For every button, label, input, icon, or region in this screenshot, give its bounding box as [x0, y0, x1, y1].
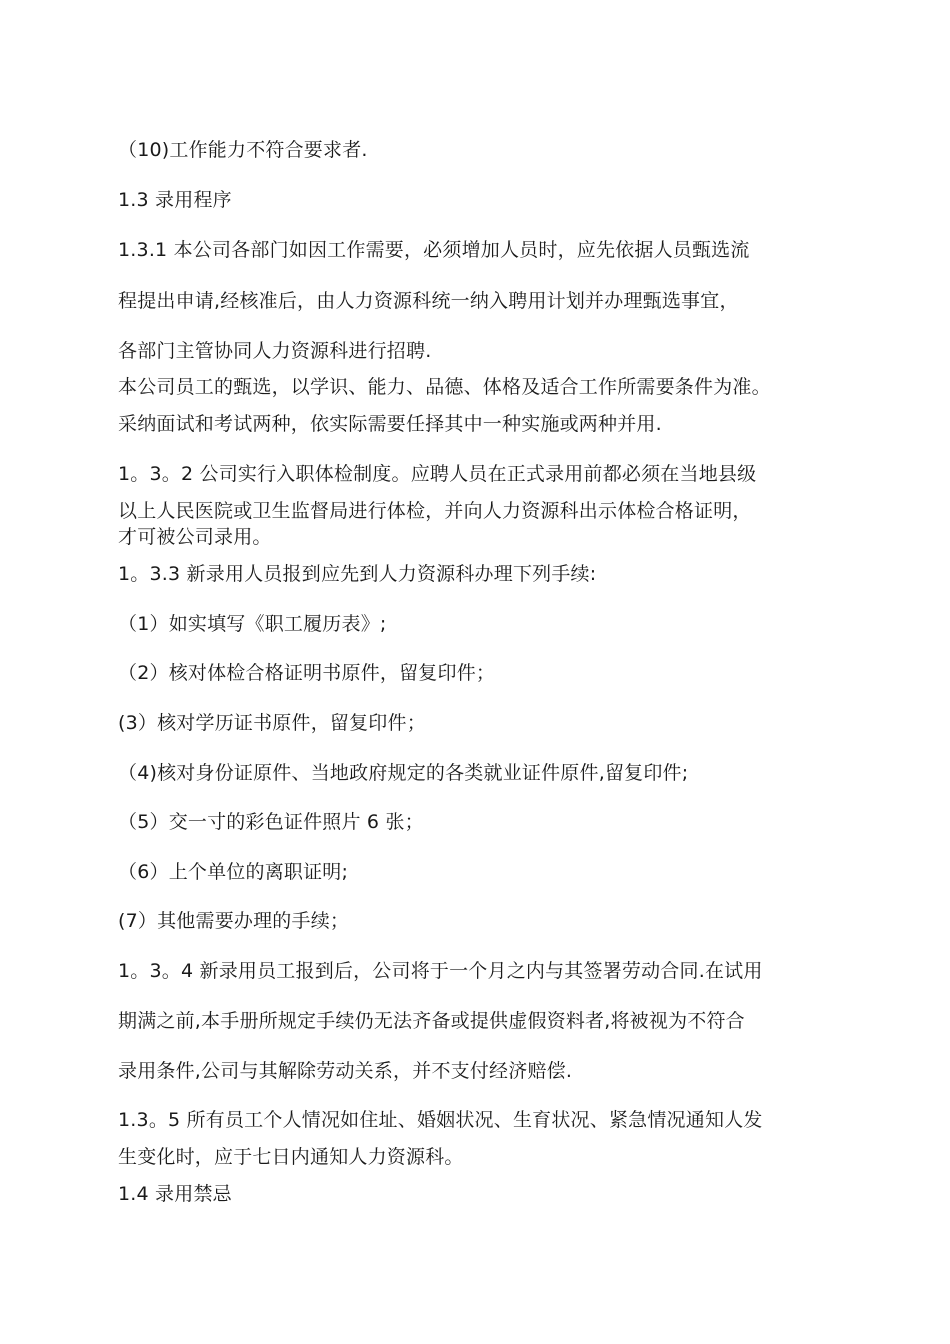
text-line-7: 采纳面试和考试两种，依实际需要任择其中一种实施或两种并用.: [118, 413, 662, 435]
text-line-1: （10)工作能力不符合要求者.: [118, 139, 368, 161]
text-line-10: 才可被公司录用。: [118, 526, 272, 548]
text-line-4: 程提出申请,经核准后，由人力资源科统一纳入聘用计划并办理甄选事宜，: [118, 290, 739, 312]
list-item-6: （6）上个单位的离职证明;: [118, 861, 349, 883]
text-line-19: 1。3。4 新录用员工报到后，公司将于一个月之内与其签署劳动合同.在试用: [118, 960, 763, 982]
text-line-3: 1.3.1 本公司各部门如因工作需要，必须增加人员时，应先依据人员甄选流: [118, 239, 750, 261]
text-line-23: 生变化时，应于七日内通知人力资源科。: [118, 1146, 464, 1168]
list-item-1: （1）如实填写《职工履历表》;: [118, 613, 387, 635]
section-heading-1-3: 1.3 录用程序: [118, 189, 232, 211]
text-line-5: 各部门主管协同人力资源科进行招聘.: [118, 340, 432, 362]
text-line-20: 期满之前,本手册所规定手续仍无法齐备或提供虚假资料者,将被视为不符合: [118, 1010, 745, 1032]
text-line-21: 录用条件,公司与其解除劳动关系，并不支付经济赔偿.: [118, 1060, 573, 1082]
list-item-2: （2）核对体检合格证明书原件，留复印件；: [118, 662, 496, 684]
list-item-7: (7）其他需要办理的手续；: [118, 910, 350, 932]
section-heading-1-4: 1.4 录用禁忌: [118, 1183, 232, 1205]
list-item-4: （4)核对身份证原件、当地政府规定的各类就业证件原件,留复印件;: [118, 762, 689, 784]
text-line-8: 1。3。2 公司实行入职体检制度。应聘人员在正式录用前都必须在当地县级: [118, 463, 757, 485]
text-line-6: 本公司员工的甄选，以学识、能力、品德、体格及适合工作所需要条件为准。: [118, 376, 771, 398]
text-line-22: 1.3。5 所有员工个人情况如住址、婚姻状况、生育状况、紧急情况通知人发: [118, 1109, 763, 1131]
text-line-11: 1。3.3 新录用人员报到应先到人力资源科办理下列手续:: [118, 563, 597, 585]
text-line-9: 以上人民医院或卫生监督局进行体检，并向人力资源科出示体检合格证明，: [118, 500, 752, 522]
list-item-3: (3）核对学历证书原件，留复印件；: [118, 712, 426, 734]
list-item-5: （5）交一寸的彩色证件照片 6 张；: [118, 811, 424, 833]
